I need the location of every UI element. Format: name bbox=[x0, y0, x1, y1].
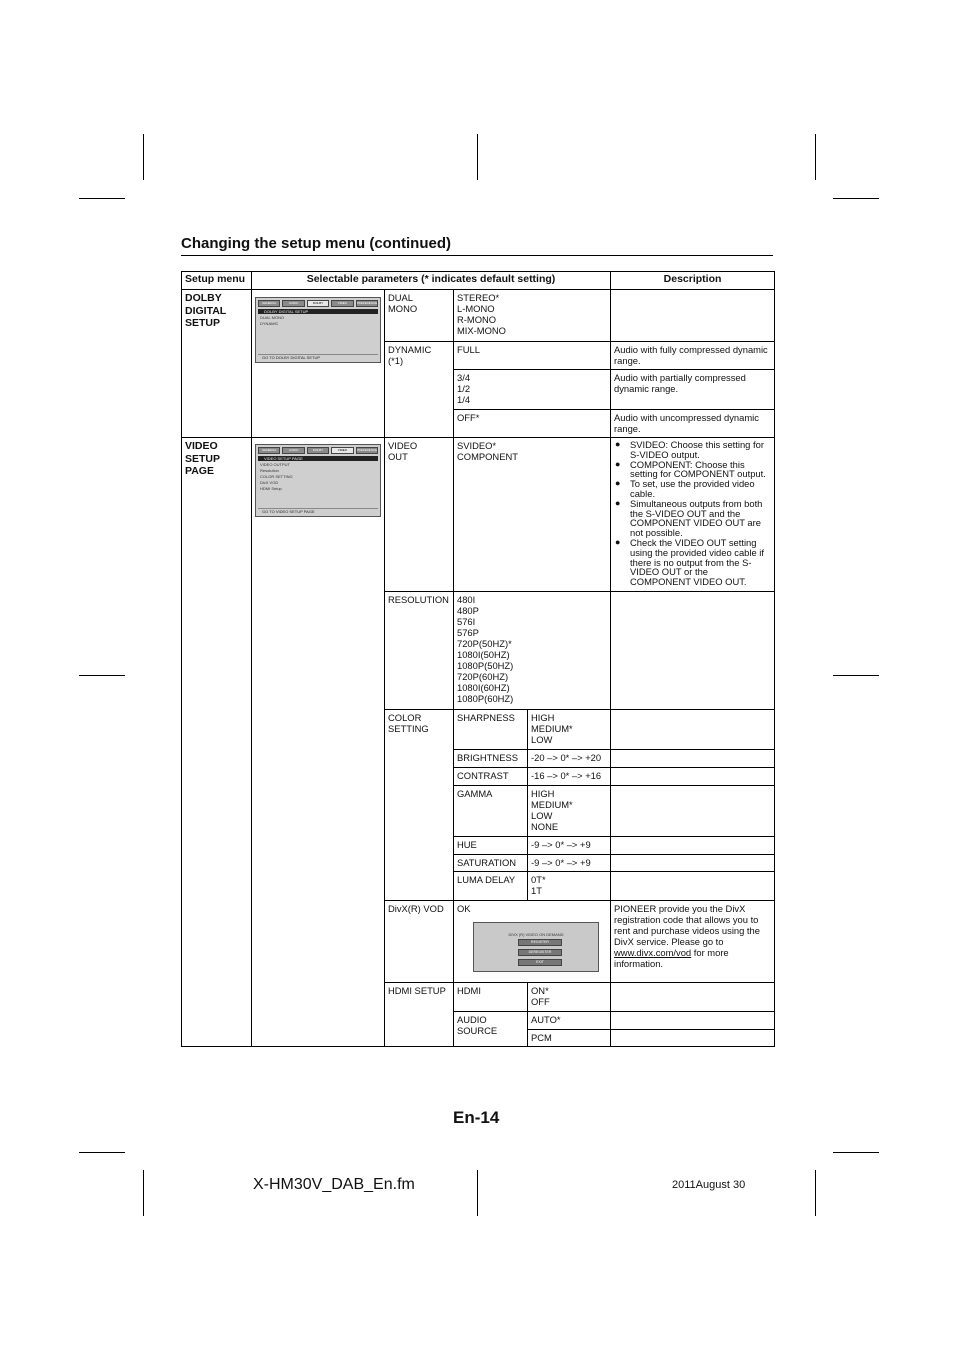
color-sub-description bbox=[611, 855, 775, 872]
screen-footer: GO TO DOLBY DIGITAL SETUP bbox=[258, 354, 378, 360]
color-sub-name: SATURATION bbox=[454, 855, 528, 872]
note-item: ● Check the VIDEO OUT setting using the provided video cable if there is no output from the S-VIDEO OUT or the COMPONENT VIDEO OUT. bbox=[614, 538, 771, 587]
color-sub-value: -9 –> 0* –> +9 bbox=[528, 855, 611, 872]
table-row bbox=[182, 438, 775, 592]
dolby-screen-cell bbox=[252, 290, 385, 438]
crop-mark bbox=[79, 198, 125, 199]
crop-mark bbox=[833, 198, 879, 199]
hdmi-sub-value: PCM bbox=[528, 1030, 611, 1047]
color-sub-value: HIGH MEDIUM* LOW NONE bbox=[528, 786, 611, 837]
hdmi-sub-description bbox=[611, 983, 775, 1012]
header-description: Description bbox=[611, 272, 775, 290]
dual-mono-description bbox=[611, 290, 775, 342]
crop-mark bbox=[477, 134, 478, 180]
dual-mono-values: STEREO* L-MONO R-MONO MIX-MONO bbox=[454, 290, 611, 342]
color-sub-description bbox=[611, 837, 775, 855]
divx-description bbox=[611, 901, 775, 983]
screen-tab: PREFERENCE bbox=[356, 448, 378, 452]
screen-footer: GO TO VIDEO SETUP PAGE bbox=[258, 508, 378, 514]
screen-title-bar: VIDEO SETUP PAGE bbox=[258, 456, 378, 461]
footer-file-name: X-HM30V_DAB_En.fm bbox=[253, 1176, 415, 1193]
screen-tab: VIDEO bbox=[331, 300, 353, 307]
screen-line: Resolution bbox=[260, 468, 279, 473]
crop-mark bbox=[79, 1152, 125, 1153]
color-sub-description bbox=[611, 710, 775, 750]
screen-tab: GENERAL bbox=[258, 447, 280, 454]
color-sub-value: -16 –> 0* –> +16 bbox=[528, 768, 611, 786]
screen-line: HDMI Setup bbox=[260, 486, 282, 491]
footer-date: 2011August 30 bbox=[672, 1179, 746, 1191]
menu-dolby-digital-setup: DOLBY DIGITAL SETUP bbox=[182, 290, 252, 438]
screen-button: DEREGISTER bbox=[518, 949, 562, 956]
dynamic-value: FULL bbox=[454, 342, 611, 370]
crop-mark bbox=[815, 1170, 816, 1216]
color-sub-name: BRIGHTNESS bbox=[454, 750, 528, 768]
page-number: En-14 bbox=[453, 1108, 500, 1127]
screen-tab: DOLBY bbox=[307, 300, 329, 307]
color-sub-name: HUE bbox=[454, 837, 528, 855]
crop-mark bbox=[143, 1170, 144, 1216]
param-dynamic: DYNAMIC (*1) bbox=[385, 342, 454, 438]
color-sub-value: -20 –> 0* –> +20 bbox=[528, 750, 611, 768]
header-setup-menu: Setup menu bbox=[182, 272, 252, 290]
section-heading: Changing the setup menu (continued) bbox=[181, 235, 773, 256]
crop-mark bbox=[815, 134, 816, 180]
screen-tab: DOLBY bbox=[307, 447, 329, 454]
note-item: ● Simultaneous outputs from both the S-VIDEO OUT and the COMPONENT VIDEO OUT are not possible. bbox=[614, 499, 771, 538]
note-item: ● SVIDEO: Choose this setting for S-VIDEO output. bbox=[614, 440, 771, 460]
dynamic-description: Audio with fully compressed dynamic range. bbox=[611, 342, 775, 370]
hdmi-sub-description bbox=[611, 1012, 775, 1030]
video-setup-screen-image bbox=[255, 444, 381, 517]
menu-video-setup-page: VIDEO SETUP PAGE bbox=[182, 438, 252, 1047]
divx-value-cell bbox=[454, 901, 611, 983]
setup-menu-table bbox=[181, 271, 775, 1047]
color-sub-description bbox=[611, 768, 775, 786]
video-out-description bbox=[611, 438, 775, 592]
resolution-description bbox=[611, 592, 775, 710]
note-item: ● COMPONENT: Choose this setting for COMPONENT output. bbox=[614, 460, 771, 480]
screen-tab: AUDIO bbox=[282, 447, 304, 454]
color-sub-description bbox=[611, 786, 775, 837]
screen-button: EXIT bbox=[518, 959, 562, 966]
param-hdmi-setup: HDMI SETUP bbox=[385, 983, 454, 1047]
divx-value: OK bbox=[457, 903, 471, 914]
color-sub-description bbox=[611, 872, 775, 901]
crop-mark bbox=[833, 1152, 879, 1153]
dynamic-value: OFF* bbox=[454, 410, 611, 438]
header-parameters: Selectable parameters (* indicates default setting) bbox=[252, 272, 611, 290]
hdmi-sub-description bbox=[611, 1030, 775, 1047]
color-sub-name: SHARPNESS bbox=[454, 710, 528, 750]
divx-url-link[interactable]: www.divx.com/vod bbox=[614, 947, 692, 958]
divx-vod-screen-image bbox=[473, 922, 599, 972]
color-sub-value: -9 –> 0* –> +9 bbox=[528, 837, 611, 855]
param-color-setting: COLOR SETTING bbox=[385, 710, 454, 901]
color-sub-name: CONTRAST bbox=[454, 768, 528, 786]
param-resolution: RESOLUTION bbox=[385, 592, 454, 710]
screen-button: REGISTER bbox=[518, 939, 562, 946]
screen-tab: PREFERENCE bbox=[356, 301, 378, 305]
dynamic-description: Audio with partially compressed dynamic range. bbox=[611, 370, 775, 410]
crop-mark bbox=[143, 134, 144, 180]
video-out-values: SVIDEO* COMPONENT bbox=[454, 438, 611, 592]
color-sub-name: GAMMA bbox=[454, 786, 528, 837]
screen-line: COLOR SETTING bbox=[260, 474, 293, 479]
param-video-out: VIDEO OUT bbox=[385, 438, 454, 592]
dolby-setup-screen-image bbox=[255, 297, 381, 363]
video-out-notes bbox=[614, 440, 771, 587]
param-divx-vod: DivX(R) VOD bbox=[385, 901, 454, 983]
table-row bbox=[182, 290, 775, 342]
hdmi-sub-value: ON* OFF bbox=[528, 983, 611, 1012]
color-sub-name: LUMA DELAY bbox=[454, 872, 528, 901]
screen-line: VIDEO OUTPUT bbox=[260, 462, 291, 467]
crop-mark bbox=[477, 1170, 478, 1216]
screen-line: DYNAMIC bbox=[260, 321, 279, 326]
param-dual-mono: DUAL MONO bbox=[385, 290, 454, 342]
screen-tab: VIDEO bbox=[331, 447, 353, 454]
screen-tab: GENERAL bbox=[258, 300, 280, 307]
color-sub-value: HIGH MEDIUM* LOW bbox=[528, 710, 611, 750]
hdmi-sub-name: HDMI bbox=[454, 983, 528, 1012]
screen-line: DUAL MONO bbox=[260, 315, 285, 320]
divx-description-text: PIONEER provide you the DivX registration code that allows you to rent and purchase videos using the DivX service. Please go to bbox=[614, 903, 760, 947]
divx-description-text: for more information. bbox=[614, 947, 729, 969]
resolution-values: 480I 480P 576I 576P 720P(50HZ)* 1080I(50HZ) 1080P(50HZ) 720P(60HZ) 1080I(60HZ) 1080P(60HZ) bbox=[454, 592, 611, 710]
note-item: ● To set, use the provided video cable. bbox=[614, 479, 771, 499]
screen-tab: AUDIO bbox=[282, 300, 304, 307]
screen-line: DivX VOD bbox=[260, 480, 279, 485]
screen-title-bar: DOLBY DIGITAL SETUP bbox=[258, 309, 378, 314]
screen-title: DIVX (R) VIDEO ON DEMAND bbox=[508, 932, 564, 937]
dynamic-description: Audio with uncompressed dynamic range. bbox=[611, 410, 775, 438]
table-header-row bbox=[182, 272, 775, 290]
video-screen-cell bbox=[252, 438, 385, 1047]
color-sub-description bbox=[611, 750, 775, 768]
crop-mark bbox=[833, 675, 879, 676]
color-sub-value: 0T* 1T bbox=[528, 872, 611, 901]
dynamic-value: 3/4 1/2 1/4 bbox=[454, 370, 611, 410]
crop-mark bbox=[79, 675, 125, 676]
hdmi-sub-name: AUDIO SOURCE bbox=[454, 1012, 528, 1047]
hdmi-sub-value: AUTO* bbox=[528, 1012, 611, 1030]
